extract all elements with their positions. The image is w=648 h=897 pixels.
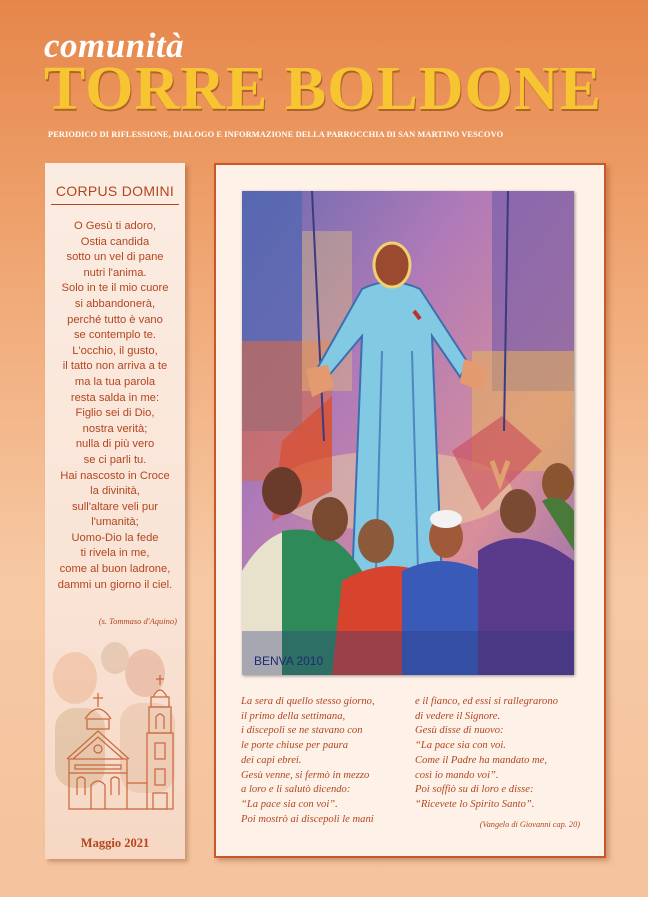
gospel-line: così io mando voi”.	[415, 769, 499, 781]
masthead-title: TORRE BOLDONE	[44, 55, 602, 123]
masthead-subtitle: comunità	[44, 26, 185, 65]
poem-line: O Gesù ti adoro,	[73, 220, 157, 232]
bookmark-divider	[51, 204, 179, 205]
gospel-line: le porte chiuse per paura	[241, 740, 349, 752]
gospel-line: Gesù venne, si fermò in mezzo	[241, 769, 370, 781]
church-line-drawing	[63, 673, 179, 813]
poem-attribution: (s. Tommaso d'Aquino)	[98, 616, 177, 626]
poem-line: sotto un vel di pane	[66, 251, 164, 264]
poem-line: Ostia candida	[80, 235, 150, 248]
painting-signature: BENVA 2010	[254, 654, 324, 668]
corpus-domini-bookmark	[45, 163, 185, 859]
poem-line: ti rivela in me,	[80, 547, 150, 560]
resurrection-painting	[242, 191, 574, 675]
gospel-line: e il fianco, ed essi si rallegrarono	[415, 696, 558, 707]
poem-line: la divinità,	[90, 485, 140, 498]
poem-line: nostra verità;	[82, 422, 148, 435]
poem-line: Uomo-Dio la fede	[71, 531, 159, 544]
poem-line: il tatto non arriva a te	[62, 360, 168, 373]
gospel-line: “La pace sia con voi”.	[241, 798, 338, 810]
poem-line: se ci parli tu.	[83, 453, 147, 466]
gospel-line: i discepoli se ne stavano con	[241, 725, 363, 737]
gospel-source: (Vangelo di Giovanni cap. 20)	[479, 820, 580, 829]
issue-date: Maggio 2021	[80, 836, 150, 850]
poem-line: L'occhio, il gusto,	[72, 344, 158, 357]
poem-line: Hai nascosto in Croce	[60, 469, 170, 482]
gospel-line: il primo della settimana,	[241, 710, 346, 722]
gospel-line: Poi mostrò ai discepoli le mani	[241, 813, 374, 825]
poem-line: si abbandonerà,	[74, 297, 156, 310]
gospel-line: La sera di quello stesso giorno,	[241, 696, 375, 707]
poem-line: resta salda in me:	[70, 391, 160, 404]
poem-line: l'umanità;	[91, 516, 139, 529]
poem-line: dammi un giorno il ciel.	[57, 578, 173, 591]
poem-line: perché tutto è vano	[67, 313, 163, 326]
poem-line: ma la tua parola	[74, 375, 156, 388]
gospel-line: “Ricevete lo Spirito Santo”.	[415, 798, 535, 810]
bookmark-poem	[45, 219, 185, 593]
bookmark-heading: CORPUS DOMINI	[55, 183, 175, 199]
gospel-line: Gesù disse di nuovo:	[415, 725, 504, 737]
gospel-line: “La pace sia con voi.	[415, 740, 506, 752]
poem-line: Solo in te il mio cuore	[61, 282, 169, 295]
poem-line: come al buon ladrone,	[59, 563, 171, 576]
cover-art-frame	[214, 163, 606, 858]
masthead-tagline: PERIODICO DI RIFLESSIONE, DIALOGO E INFORMAZIONE DELLA PARROCCHIA DI SAN MARTINO VESCOVO	[48, 130, 504, 139]
poem-line: nutri l'anima.	[83, 266, 147, 279]
gospel-text-left-column	[241, 695, 375, 827]
gospel-line: di vedere il Signore.	[415, 710, 501, 722]
poem-line: Figlio sei di Dio,	[75, 407, 155, 420]
gospel-line: a loro e li salutò dicendo:	[241, 784, 351, 796]
poem-line: sull'altare veli pur	[71, 500, 159, 513]
gospel-line: Come il Padre ha mandato me,	[415, 754, 548, 766]
gospel-line: dei capi ebrei.	[241, 754, 302, 766]
poem-line: nulla di più vero	[75, 438, 155, 451]
poem-line: se contemplo te.	[73, 329, 157, 342]
gospel-line: Poi soffiò su di loro e disse:	[415, 784, 534, 796]
gospel-text-right-column	[415, 695, 558, 813]
